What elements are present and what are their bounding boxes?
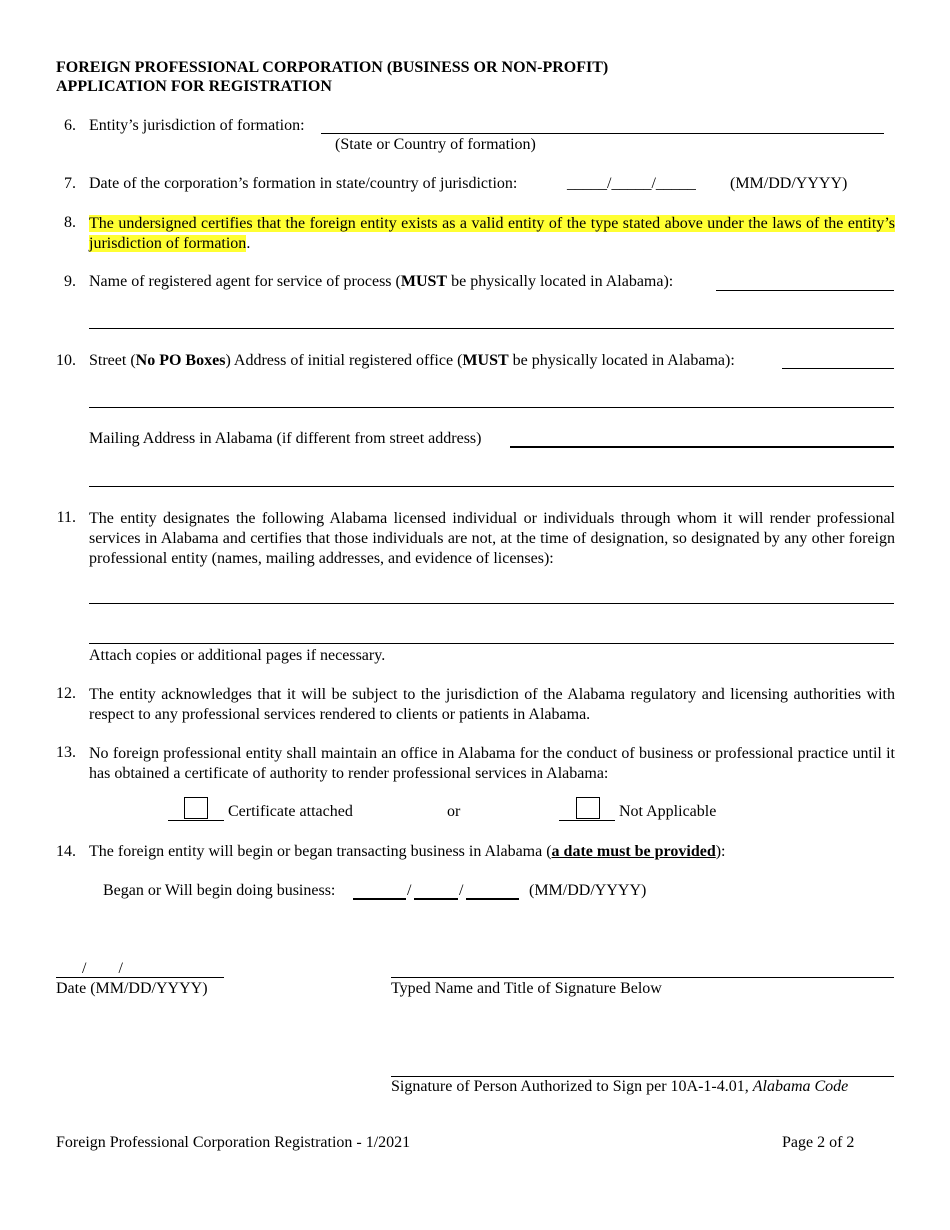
item-7-format: (MM/DD/YYYY) bbox=[730, 175, 848, 192]
item-10-number: 10. bbox=[56, 352, 76, 369]
item-14-text: The foreign entity will begin or began transacting business in Alabama (a date must be provided): bbox=[89, 843, 726, 860]
item-8-highlighted-text: The undersigned certifies that the foreign entity exists as a valid entity of the type stated above under the laws of the entity’s jurisdiction of formation bbox=[89, 215, 895, 252]
certificate-attached-label: Certificate attached bbox=[228, 803, 353, 820]
item-13-text: No foreign professional entity shall maintain an office in Alabama for the conduct of business or professional practice until it has obtained a certificate of authority to render professional services in Alabama: bbox=[89, 745, 895, 782]
certificate-underline bbox=[168, 820, 224, 821]
typed-name-label: Typed Name and Title of Signature Below bbox=[391, 980, 662, 997]
mailing-address-field-line2[interactable] bbox=[89, 486, 894, 487]
not-applicable-label: Not Applicable bbox=[619, 803, 717, 820]
date-slash-1: / bbox=[407, 882, 412, 899]
began-day-field[interactable] bbox=[414, 898, 458, 900]
began-year-field[interactable] bbox=[466, 898, 519, 900]
signature-field[interactable] bbox=[391, 1076, 894, 1077]
form-subtitle: APPLICATION FOR REGISTRATION bbox=[56, 78, 332, 95]
item-10-label: Street (No PO Boxes) Address of initial registered office (MUST be physically located in Alabama): bbox=[89, 352, 735, 369]
item-12-text: The entity acknowledges that it will be subject to the jurisdiction of the Alabama regulatory and licensing authorities with respect to any professional services rendered to clients or patients in Alabama. bbox=[89, 686, 895, 723]
sign-date-label: Date (MM/DD/YYYY) bbox=[56, 980, 208, 997]
mailing-address-field[interactable] bbox=[510, 446, 894, 448]
item-8-certification bbox=[89, 214, 895, 254]
item-6-label: Entity’s jurisdiction of formation: bbox=[89, 117, 305, 134]
began-format-label: (MM/DD/YYYY) bbox=[529, 882, 647, 899]
began-business-label: Began or Will begin doing business: bbox=[103, 882, 336, 899]
item-7-number: 7. bbox=[64, 175, 76, 192]
item-6-sublabel: (State or Country of formation) bbox=[335, 136, 536, 153]
item-9-number: 9. bbox=[64, 273, 76, 290]
jurisdiction-field[interactable] bbox=[321, 133, 884, 134]
street-address-field[interactable] bbox=[782, 368, 894, 369]
not-applicable-underline bbox=[559, 820, 615, 821]
item-9-label: Name of registered agent for service of process (MUST be physically located in Alabama): bbox=[89, 273, 674, 290]
registered-agent-field-line2[interactable] bbox=[89, 328, 894, 329]
typed-name-field[interactable] bbox=[391, 977, 894, 978]
footer-form-id: Foreign Professional Corporation Registration - 1/2021 bbox=[56, 1134, 411, 1151]
date-slash-2: / bbox=[459, 882, 464, 899]
item-11-attach-note: Attach copies or additional pages if necessary. bbox=[89, 647, 386, 664]
licensed-individuals-field-line1[interactable] bbox=[89, 603, 894, 604]
formation-date-field[interactable]: _____/_____/_____ bbox=[567, 175, 696, 192]
form-title: FOREIGN PROFESSIONAL CORPORATION (BUSINESS OR NON-PROFIT) bbox=[56, 59, 609, 76]
item-14-number: 14. bbox=[56, 843, 76, 860]
began-month-field[interactable] bbox=[353, 898, 406, 900]
item-8-number: 8. bbox=[64, 214, 76, 231]
street-address-field-line2[interactable] bbox=[89, 407, 894, 408]
sign-date-field[interactable] bbox=[56, 977, 224, 978]
mailing-address-label: Mailing Address in Alabama (if different from street address) bbox=[89, 430, 482, 447]
sign-date-slashes: / / bbox=[82, 960, 123, 977]
footer-page-number: Page 2 of 2 bbox=[782, 1134, 855, 1151]
not-applicable-checkbox[interactable] bbox=[576, 797, 600, 819]
item-11-text: The entity designates the following Alabama licensed individual or individuals through whom it will render professional services in Alabama and certifies that those individuals are not, at the time of designation, so designated by any other foreign professional entity (names, mailing addresses, and evidence of licenses): bbox=[89, 510, 895, 567]
item-11-number: 11. bbox=[56, 509, 76, 526]
or-label: or bbox=[447, 803, 461, 820]
item-7-label: Date of the corporation’s formation in state/country of jurisdiction: bbox=[89, 175, 518, 192]
item-12-number: 12. bbox=[56, 685, 76, 702]
item-13-number: 13. bbox=[56, 744, 76, 761]
registered-agent-field[interactable] bbox=[716, 290, 894, 291]
certificate-attached-checkbox[interactable] bbox=[184, 797, 208, 819]
item-6-number: 6. bbox=[64, 117, 76, 134]
item-8-period: . bbox=[246, 235, 251, 252]
licensed-individuals-field-line2[interactable] bbox=[89, 643, 894, 644]
signature-label: Signature of Person Authorized to Sign per 10A-1-4.01, Alabama Code bbox=[391, 1078, 849, 1095]
